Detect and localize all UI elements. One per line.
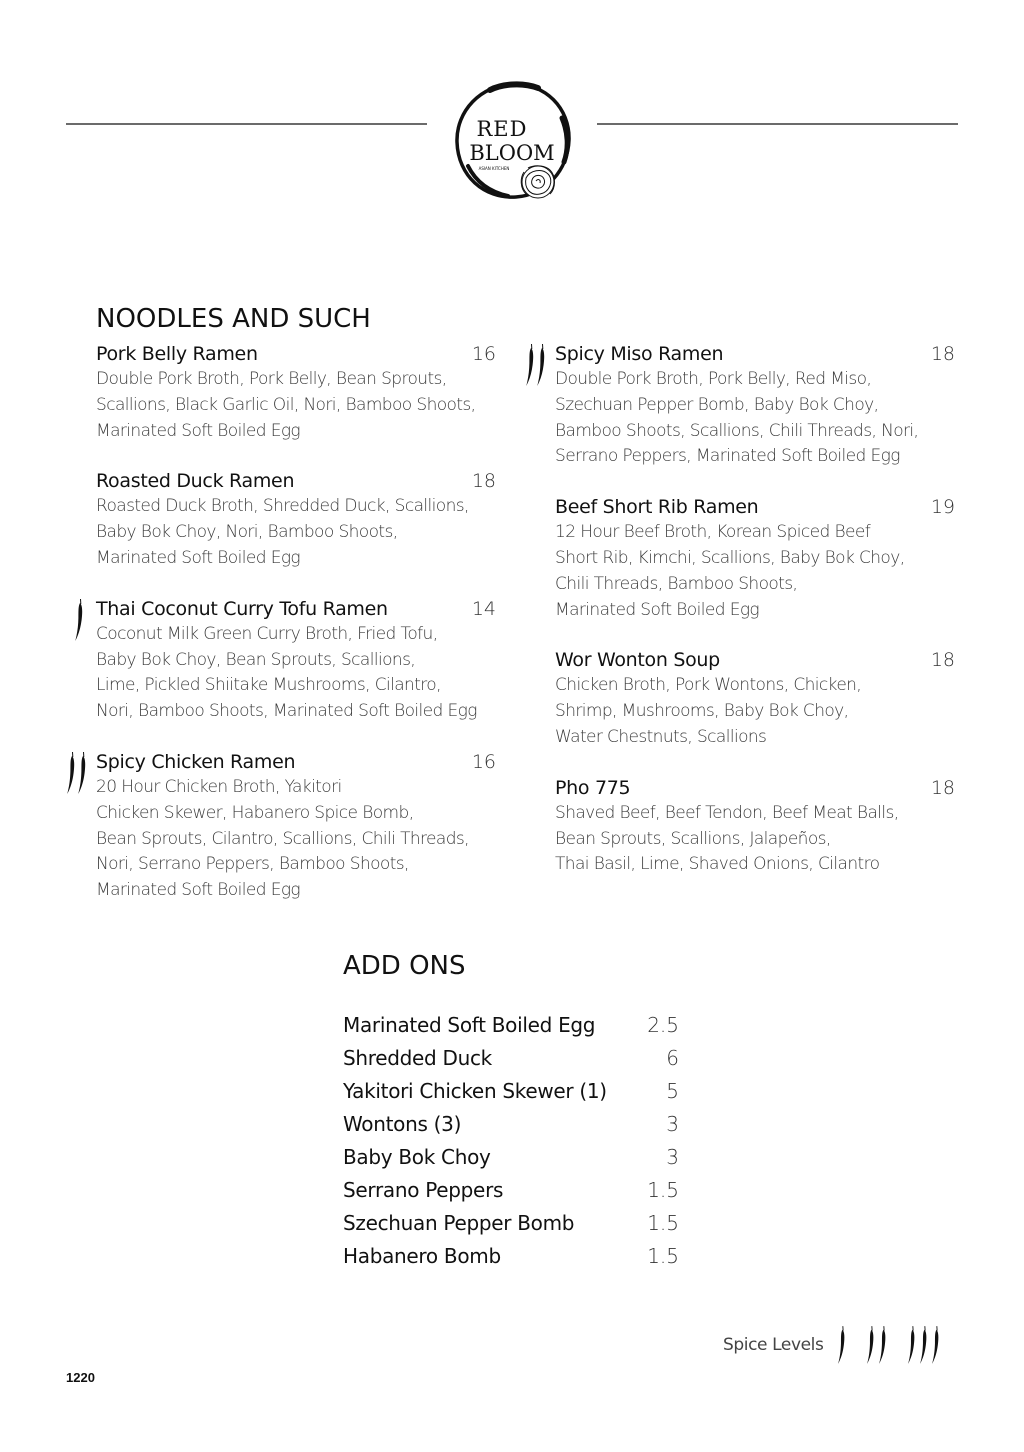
- description-line: Scallions, Black Garlic Oil, Nori, Bamboo Shoots,: [96, 394, 476, 415]
- description-line: Double Pork Broth, Pork Belly, Bean Sprouts,: [96, 369, 447, 389]
- menu-item-name: Pork Belly Ramen: [96, 343, 258, 365]
- menu-item-price: 18: [930, 776, 955, 799]
- addon-row: [343, 1041, 679, 1074]
- spice-legend-label: Spice Levels: [723, 1335, 824, 1355]
- menu-item-header: [96, 341, 496, 367]
- menu-item: [555, 647, 955, 750]
- description-line: Double Pork Broth, Pork Belly, Red Miso,: [555, 369, 872, 389]
- addon-price: 1.5: [647, 1244, 679, 1269]
- addon-name: Wontons (3): [343, 1111, 462, 1136]
- spice-level-legend: [723, 1325, 960, 1365]
- description-line: Marinated Soft Boiled Egg: [555, 599, 760, 620]
- description-line: Roasted Duck Broth, Shredded Duck, Scallions,: [96, 496, 469, 517]
- description-line: 12 Hour Beef Broth, Korean Spiced Beef: [555, 522, 871, 543]
- menu-item-price: 16: [471, 750, 496, 773]
- noodles-right-column: [555, 341, 955, 902]
- description-line: Lime, Pickled Shiitake Mushrooms, Cilantro,: [96, 675, 441, 696]
- menu-item-price: 18: [471, 470, 496, 493]
- menu-item: [555, 494, 955, 623]
- addon-name: Yakitori Chicken Skewer (1): [343, 1078, 607, 1103]
- description-line: Chili Threads, Bamboo Shoots,: [555, 573, 798, 594]
- addon-price: 3: [666, 1111, 679, 1136]
- menu-item-description: [555, 520, 955, 623]
- menu-item-header: [96, 596, 496, 622]
- description-line: 20 Hour Chicken Broth, Yakitori: [96, 776, 342, 797]
- chili-pepper-icon: [931, 1325, 940, 1365]
- description-line: Marinated Soft Boiled Egg: [96, 880, 301, 901]
- description-line: Nori, Serrano Peppers, Bamboo Shoots,: [96, 854, 409, 875]
- addon-row: [343, 1207, 679, 1240]
- description-line: Baby Bok Choy, Nori, Bamboo Shoots,: [96, 522, 398, 543]
- description-line: Bean Sprouts, Cilantro, Scallions, Chili Threads,: [96, 828, 469, 849]
- description-line: Water Chestnuts, Scallions: [555, 726, 767, 747]
- description-line: Coconut Milk Green Curry Broth, Fried Tofu,: [96, 623, 438, 644]
- menu-item: [555, 341, 955, 470]
- description-line: Shaved Beef, Beef Tendon, Beef Meat Balls,: [555, 802, 899, 823]
- menu-item-name: Beef Short Rib Ramen: [555, 496, 759, 519]
- menu-item-description: [555, 367, 955, 470]
- description-line: Szechuan Pepper Bomb, Baby Bok Choy,: [555, 394, 879, 415]
- description-line: Serrano Peppers, Marinated Soft Boiled Egg: [555, 446, 900, 467]
- menu-item: [96, 749, 496, 904]
- menu-item-header: [555, 647, 955, 673]
- rose-flower-icon: [521, 166, 554, 198]
- addon-name: Serrano Peppers: [343, 1178, 504, 1203]
- addon-name: Habanero Bomb: [343, 1244, 501, 1269]
- chili-pepper-icon: [866, 1325, 875, 1365]
- spice-indicator: [525, 343, 546, 387]
- description-line: Bean Sprouts, Scallions, Jalapeños,: [555, 828, 831, 849]
- addon-name: Baby Bok Choy: [343, 1144, 491, 1169]
- chili-pepper-icon: [907, 1325, 916, 1365]
- svg-text:RED: RED: [476, 117, 528, 141]
- spice-indicator: [66, 751, 87, 795]
- menu-item-name: Wor Wonton Soup: [555, 649, 720, 672]
- addon-row: [343, 1240, 679, 1273]
- description-line: Chicken Skewer, Habanero Spice Bomb,: [96, 802, 414, 823]
- chili-pepper-icon: [919, 1325, 928, 1365]
- menu-item-header: [96, 468, 496, 494]
- menu-item-header: [96, 749, 496, 775]
- addon-price: 5: [666, 1078, 679, 1103]
- description-line: Marinated Soft Boiled Egg: [96, 420, 301, 441]
- menu-item-description: [96, 775, 496, 904]
- menu-item-price: 19: [930, 496, 955, 519]
- menu-item: [96, 596, 496, 725]
- menu-item-description: [96, 622, 496, 725]
- menu-item-name: Spicy Miso Ramen: [555, 343, 724, 365]
- section-title-addons: ADD ONS: [343, 951, 466, 981]
- page-code: 1220: [66, 1370, 95, 1385]
- spice-indicator: [74, 598, 84, 642]
- chili-pepper-icon: [837, 1325, 846, 1365]
- menu-item-price: 16: [471, 343, 496, 365]
- menu-item-price: 14: [471, 597, 496, 620]
- menu-item-description: [96, 367, 496, 444]
- addon-price: 1.5: [647, 1178, 679, 1203]
- addon-row: [343, 1140, 679, 1173]
- addon-name: Shredded Duck: [343, 1045, 492, 1070]
- header-divider-left: [66, 123, 427, 125]
- spice-level-3: [907, 1325, 940, 1365]
- addon-price: 6: [666, 1045, 679, 1070]
- menu-item-header: [555, 341, 955, 367]
- description-line: Bamboo Shoots, Scallions, Chili Threads, Nori,: [555, 420, 919, 441]
- svg-text:ASIAN KITCHEN: ASIAN KITCHEN: [478, 166, 510, 171]
- addon-row: [343, 1173, 679, 1206]
- addons-list: [343, 1008, 679, 1273]
- menu-item-price: 18: [930, 343, 955, 365]
- description-line: Shrimp, Mushrooms, Baby Bok Choy,: [555, 701, 849, 722]
- chili-pepper-icon: [536, 343, 546, 387]
- chili-pepper-icon: [66, 751, 76, 795]
- spice-level-1: [837, 1325, 846, 1365]
- description-line: Marinated Soft Boiled Egg: [96, 547, 301, 568]
- description-line: Nori, Bamboo Shoots, Marinated Soft Boiled Egg: [96, 701, 477, 722]
- section-title-noodles: NOODLES AND SUCH: [96, 304, 371, 334]
- addon-name: Szechuan Pepper Bomb: [343, 1211, 575, 1236]
- menu-item-description: [555, 673, 955, 750]
- menu-item: [555, 775, 955, 878]
- description-line: Chicken Broth, Pork Wontons, Chicken,: [555, 675, 862, 696]
- chili-pepper-icon: [878, 1325, 887, 1365]
- header-divider-right: [597, 123, 958, 125]
- addon-price: 1.5: [647, 1211, 679, 1236]
- description-line: Thai Basil, Lime, Shaved Onions, Cilantro: [555, 854, 880, 875]
- chili-pepper-icon: [525, 343, 535, 387]
- addon-price: 3: [666, 1144, 679, 1169]
- chili-pepper-icon: [77, 751, 87, 795]
- svg-text:BLOOM: BLOOM: [469, 141, 555, 165]
- menu-item-description: [96, 494, 496, 571]
- menu-item-header: [555, 775, 955, 801]
- menu-item-name: Thai Coconut Curry Tofu Ramen: [96, 597, 388, 620]
- red-bloom-logo: [450, 78, 576, 204]
- description-line: Baby Bok Choy, Bean Sprouts, Scallions,: [96, 649, 416, 670]
- addon-row: [343, 1074, 679, 1107]
- addon-row: [343, 1107, 679, 1140]
- addon-price: 2.5: [647, 1012, 679, 1037]
- menu-item-header: [555, 494, 955, 520]
- menu-item-description: [555, 801, 955, 878]
- spice-level-2: [866, 1325, 887, 1365]
- menu-item: [96, 468, 496, 571]
- menu-item-name: Pho 775: [555, 776, 631, 799]
- menu-item: [96, 341, 496, 444]
- addon-row: [343, 1008, 679, 1041]
- description-line: Short Rib, Kimchi, Scallions, Baby Bok Choy,: [555, 547, 905, 568]
- chili-pepper-icon: [74, 598, 84, 642]
- menu-item-name: Roasted Duck Ramen: [96, 470, 295, 493]
- addon-name: Marinated Soft Boiled Egg: [343, 1012, 596, 1037]
- menu-item-price: 18: [930, 649, 955, 672]
- noodles-left-column: [96, 341, 496, 928]
- menu-item-name: Spicy Chicken Ramen: [96, 750, 296, 773]
